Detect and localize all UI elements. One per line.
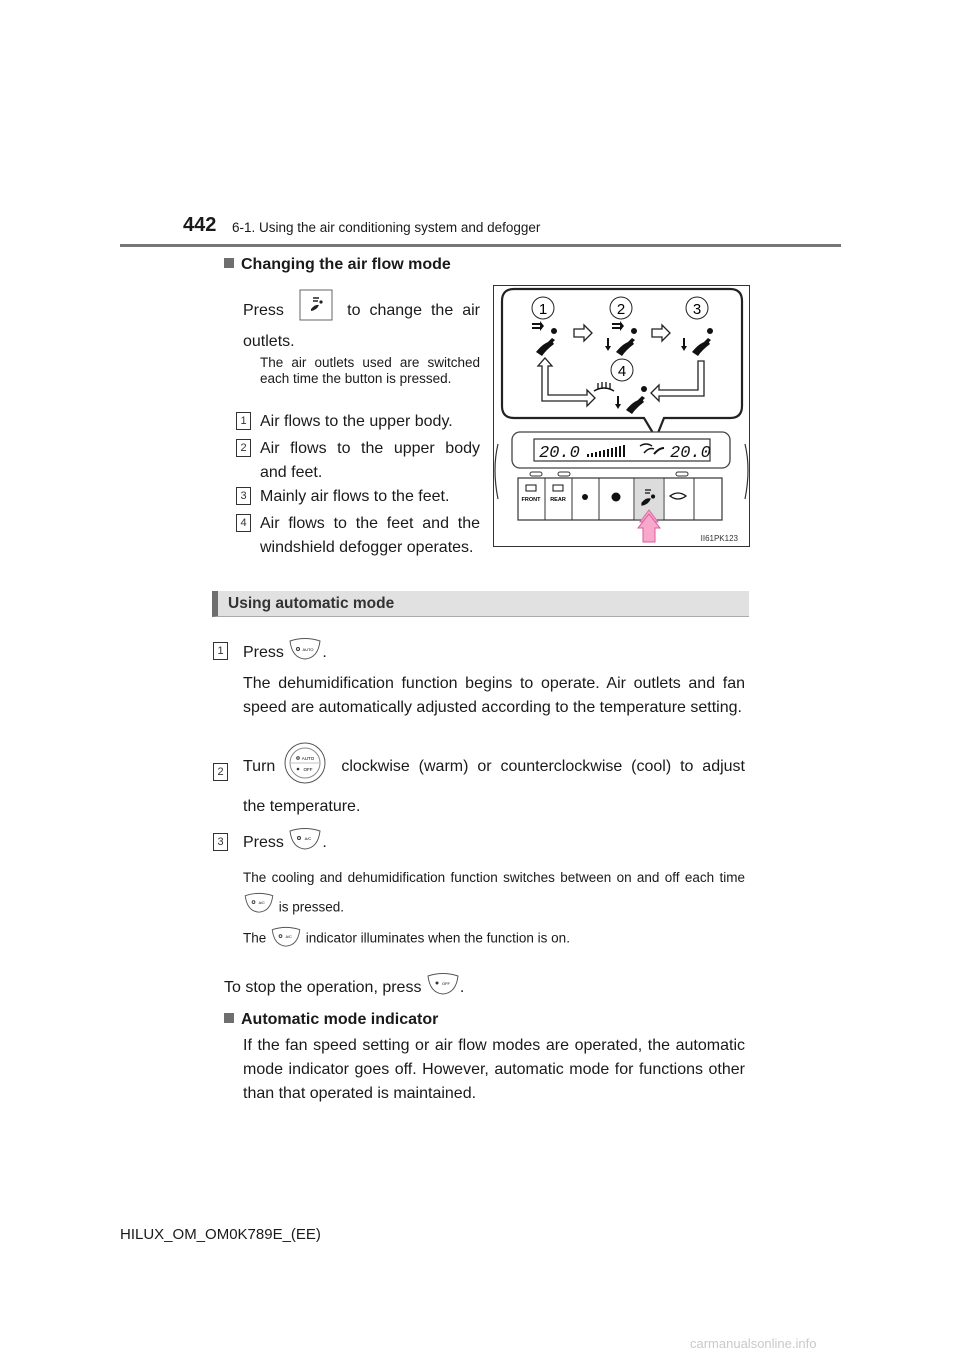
svg-text:OFF: OFF — [441, 981, 450, 986]
svg-text:4: 4 — [617, 363, 627, 380]
step-3-note-2: The A/C indicator illuminates when the function is on. — [243, 926, 570, 952]
step-2-instruction: Turn AUTO OFF clockwise (warm) or counterclockwise (cool) to adjust the temperature. — [243, 745, 745, 819]
section-title: Using automatic mode — [228, 595, 395, 612]
rear-defog-label: REAR — [550, 497, 566, 503]
ac-button-icon — [288, 827, 322, 859]
step-number-1: 1 — [213, 642, 228, 660]
airflow-item-3: Mainly air flows to the feet. — [260, 488, 450, 505]
airflow-heading: Changing the air flow mode — [224, 256, 451, 274]
callout-4 — [611, 359, 633, 381]
step-1-detail: The dehumidification function begins to operate. Air outlets and fan speed are automatically adjusted according to the temperature setting. — [243, 675, 745, 716]
svg-text:AUTO: AUTO — [302, 756, 315, 761]
svg-text:A/C: A/C — [285, 934, 292, 939]
auto-indicator-text: If the fan speed setting or air flow modes are operated, the automatic mode indicator goes off. However, automatic mode for functions other than that operated is maintained. — [243, 1037, 745, 1102]
airflow-item-4: Air flows to the feet and the windshield defogger operates. — [260, 515, 480, 556]
ac-button-icon — [270, 926, 302, 952]
svg-text:AUTO: AUTO — [302, 647, 314, 652]
airflow-figure — [493, 285, 750, 547]
step-3-instruction: Press A/C . — [243, 827, 327, 859]
page-number: 442 — [183, 214, 217, 236]
step-number-3: 3 — [213, 833, 228, 851]
ac-button-icon — [243, 892, 275, 924]
svg-text:A/C: A/C — [305, 836, 312, 841]
svg-text:2: 2 — [616, 301, 626, 318]
step-3-note-1: The cooling and dehumidification function switches between on and off each time A/C is pressed. — [243, 864, 745, 924]
item-number-2: 2 — [236, 439, 251, 457]
right-temp-display: 20.0 — [670, 444, 711, 463]
heading-bullet — [224, 1013, 234, 1023]
item-number-3: 3 — [236, 487, 251, 505]
svg-text:OFF: OFF — [303, 767, 313, 772]
svg-text:3: 3 — [692, 301, 702, 318]
airflow-note: The air outlets used are switched each time the button is pressed. — [260, 355, 480, 386]
step-number-2: 2 — [213, 763, 228, 781]
section-title-bar — [212, 591, 749, 617]
figure-code: II61PK123 — [700, 534, 738, 543]
fan-low-icon — [582, 494, 588, 500]
airflow-item-2: Air flows to the upper body and feet. — [260, 440, 480, 481]
left-temp-display: 20.0 — [539, 444, 580, 463]
fan-high-icon — [612, 493, 621, 502]
callout-1 — [532, 297, 554, 319]
airflow-instruction: Press to change the air outlets. — [243, 296, 480, 358]
off-button-icon — [426, 972, 460, 1004]
item-number-4: 4 — [236, 514, 251, 532]
svg-text:1: 1 — [538, 301, 548, 318]
chapter-title: 6-1. Using the air conditioning system and defogger — [232, 220, 541, 235]
watermark: carmanualsonline.info — [690, 1336, 817, 1351]
air-flow-mode-icon — [299, 289, 333, 333]
auto-button-icon — [288, 637, 322, 669]
callout-2 — [610, 297, 632, 319]
item-number-1: 1 — [236, 412, 251, 430]
document-code: HILUX_OM_OM0K789E_(EE) — [120, 1226, 321, 1243]
heading-bullet — [224, 258, 234, 268]
callout-3 — [686, 297, 708, 319]
auto-off-knob-icon — [283, 741, 327, 793]
front-defog-label: FRONT — [521, 497, 541, 503]
svg-text:A/C: A/C — [258, 900, 265, 905]
step-1-instruction: Press AUTO . — [243, 637, 327, 669]
header-divider — [120, 244, 841, 247]
auto-indicator-heading: Automatic mode indicator — [224, 1011, 438, 1029]
airflow-item-1: Air flows to the upper body. — [260, 413, 453, 430]
stop-instruction: To stop the operation, press OFF . — [224, 972, 464, 1004]
